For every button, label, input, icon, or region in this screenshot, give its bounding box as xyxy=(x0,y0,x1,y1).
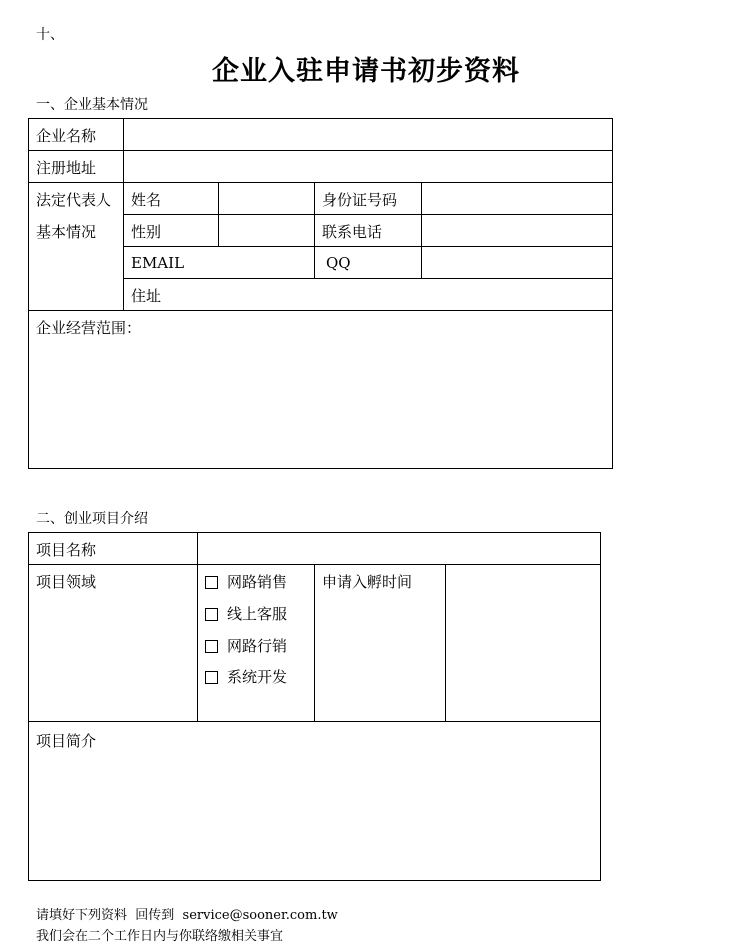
table-border xyxy=(28,468,613,469)
name-field[interactable] xyxy=(220,183,313,213)
name-label: 姓名 xyxy=(131,191,162,209)
field-option[interactable] xyxy=(205,603,287,624)
incubation-time-label: 申请入孵时间 xyxy=(322,573,413,591)
company-name-label: 企业名称 xyxy=(36,127,97,145)
field-option[interactable] xyxy=(205,666,287,687)
table-border xyxy=(314,182,315,278)
checkbox[interactable] xyxy=(205,671,218,684)
table-border xyxy=(28,532,29,881)
checkbox[interactable] xyxy=(205,576,218,589)
table-border xyxy=(600,532,601,881)
table-border xyxy=(445,564,446,722)
gender-field[interactable] xyxy=(220,215,313,245)
table-border xyxy=(218,182,219,246)
checkbox[interactable] xyxy=(205,608,218,621)
checkbox[interactable] xyxy=(205,640,218,653)
section1-heading: 一、企业基本情况 xyxy=(36,97,148,113)
field-option[interactable] xyxy=(205,571,287,592)
qq-field[interactable] xyxy=(423,247,611,277)
field-option[interactable] xyxy=(205,635,287,656)
table-border xyxy=(28,880,601,881)
address-label: 住址 xyxy=(131,287,162,305)
table-border xyxy=(612,118,613,469)
footer-note: 我们会在二个工作日内与你联络缴相关事宜 xyxy=(36,929,284,944)
table-border xyxy=(421,182,422,278)
option-label: 线上客服 xyxy=(227,605,288,623)
option-label: 网路销售 xyxy=(227,573,288,591)
table-border xyxy=(123,278,613,279)
legal-rep-label-line1: 法定代表人 xyxy=(36,191,112,209)
document-title: 企业入驻申请书初步资料 xyxy=(212,56,520,87)
project-intro-label: 项目简介 xyxy=(36,732,97,750)
project-name-field[interactable] xyxy=(199,533,599,563)
phone-label: 联系电话 xyxy=(322,223,383,241)
registered-address-field[interactable] xyxy=(128,151,611,181)
footer-instruction: 请填好下列资料 回传到 service@sooner.com.tw xyxy=(36,908,338,923)
qq-label: QQ xyxy=(326,254,351,272)
project-field-label: 项目领域 xyxy=(36,573,97,591)
page-marker: 十、 xyxy=(36,27,64,43)
id-number-label: 身份证号码 xyxy=(322,191,398,209)
id-number-field[interactable] xyxy=(423,183,611,213)
gender-label: 性别 xyxy=(131,223,162,241)
business-scope-label: 企业经营范围： xyxy=(36,319,142,337)
registered-address-label: 注册地址 xyxy=(36,159,97,177)
legal-rep-label-line2: 基本情况 xyxy=(36,223,97,241)
table-border xyxy=(123,118,124,311)
business-scope-field[interactable] xyxy=(30,340,610,466)
email-label: EMAIL xyxy=(131,254,185,272)
option-label: 系统开发 xyxy=(227,668,288,686)
company-name-field[interactable] xyxy=(128,119,611,149)
table-border xyxy=(314,564,315,722)
project-intro-field[interactable] xyxy=(30,752,598,878)
incubation-time-field[interactable] xyxy=(447,565,599,720)
project-name-label: 项目名称 xyxy=(36,541,97,559)
table-border xyxy=(197,532,198,722)
section2-heading: 二、创业项目介绍 xyxy=(36,511,148,527)
table-border xyxy=(28,118,29,469)
option-label: 网路行销 xyxy=(227,637,288,655)
phone-field[interactable] xyxy=(423,215,611,245)
table-border xyxy=(28,310,613,311)
